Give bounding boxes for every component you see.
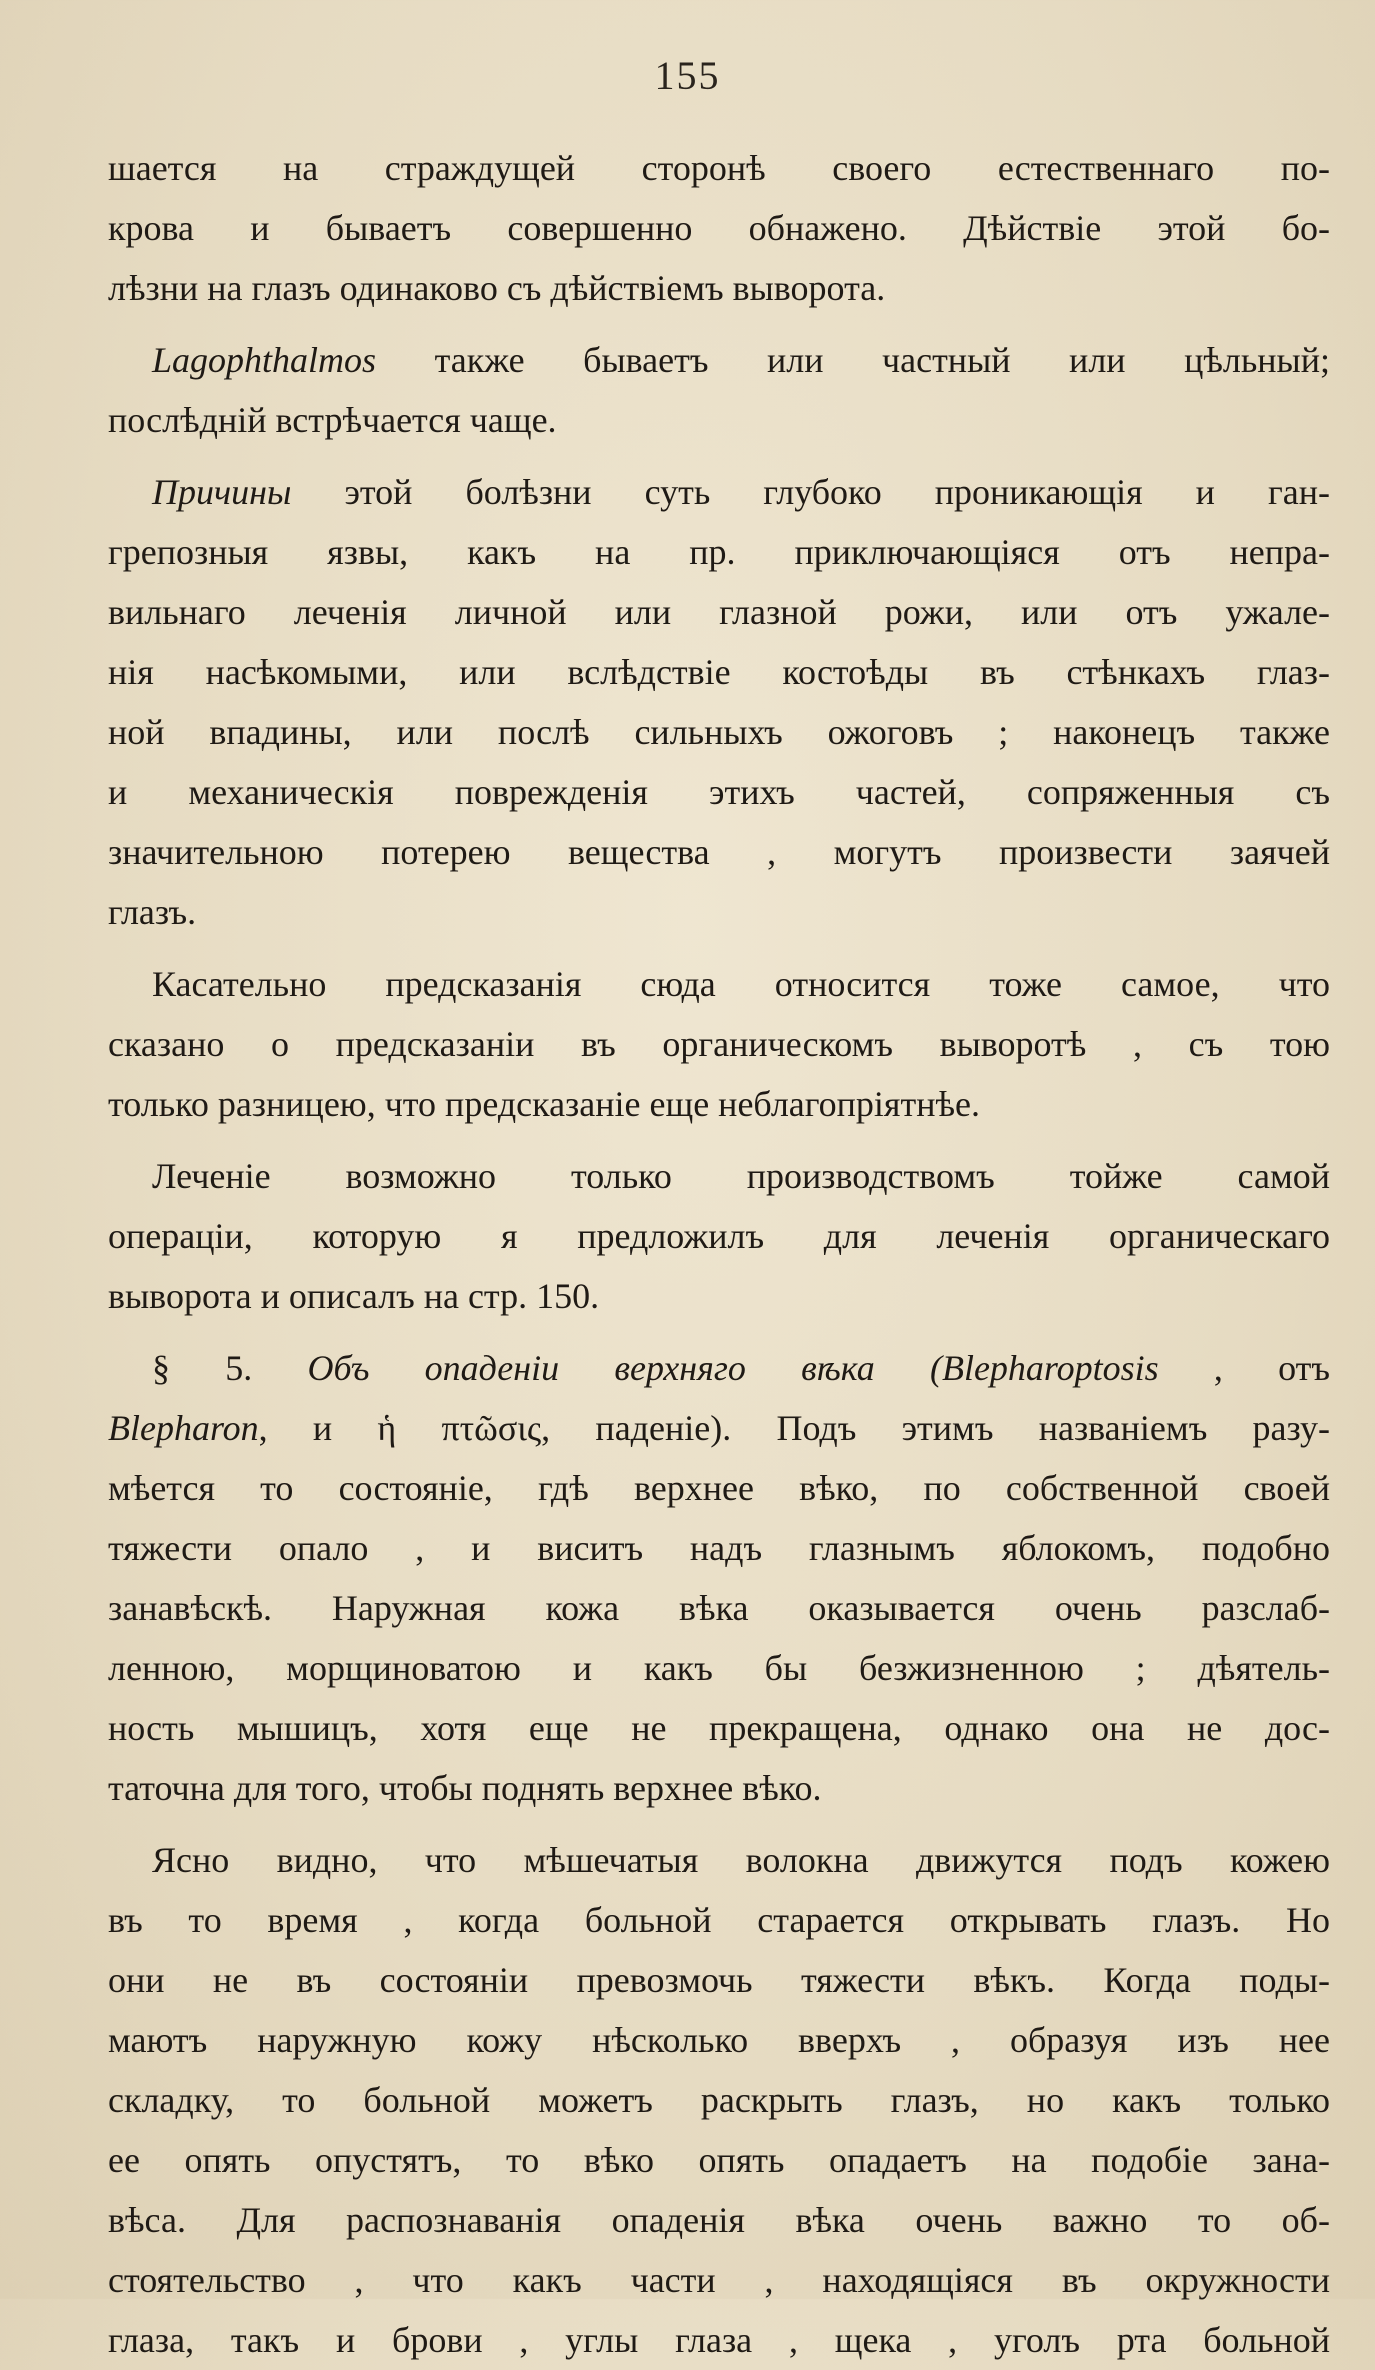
page-number: 155 [654, 53, 721, 98]
text-line: вѣса. Для распознаванія опаденія вѣка очень важно то об- [108, 2200, 1330, 2240]
line-rest: также бываетъ или частный или цѣльный; [376, 340, 1330, 380]
text-line: Леченіе возможно только производствомъ тойже самой [152, 1156, 1330, 1196]
line-rest: , и ἡ πτῶσις, паденіе). Подъ этимъ названіемъ разу- [258, 1408, 1330, 1448]
italic-term: Blepharon [108, 1408, 259, 1448]
text-line [108, 1398, 1330, 1458]
text-line: стоятельство , что какъ части , находящіяся въ окружности [108, 2260, 1330, 2300]
text-line: въ то время , когда больной старается открывать глазъ. Но [108, 1900, 1330, 1940]
section-marker: § 5. [152, 1348, 308, 1388]
text-line: занавѣскѣ. Наружная кожа вѣка оказывается очень разслаб- [108, 1588, 1330, 1628]
line-rest: этой болѣзни суть глубоко проникающія и ган- [291, 472, 1330, 512]
text-line: тяжести опало , и виситъ надъ глазнымъ яблокомъ, подобно [108, 1528, 1330, 1568]
line-rest: , отъ [1158, 1348, 1330, 1388]
text-line: Ясно видно, что мѣшечатыя волокна движутся подъ кожею [152, 1840, 1330, 1880]
text-line: крова и бываетъ совершенно обнажено. Дѣйствіе этой бо- [108, 208, 1330, 248]
text-line: таточна для того, чтобы поднять верхнее вѣко. [108, 1768, 822, 1808]
text-line: глаза, такъ и брови , углы глаза , щека , уголъ рта больной [108, 2320, 1330, 2360]
text-line: выворота и описалъ на стр. 150. [108, 1276, 600, 1316]
body-text [108, 138, 1330, 2370]
text-line: ее опять опустятъ, то вѣко опять опадаетъ на подобіе зана- [108, 2140, 1330, 2180]
text-line: маютъ наружную кожу нѣсколько вверхъ , образуя изъ нее [108, 2020, 1330, 2060]
italic-term: Объ опаденіи верхняго вѣка (Blepharoptosis [307, 1348, 1159, 1388]
text-line: нія насѣкомыми, или вслѣдствіе костоѣды въ стѣнкахъ глаз- [108, 652, 1330, 692]
text-line: они не въ состояніи превозмочь тяжести вѣкъ. Когда поды- [108, 1960, 1330, 2000]
text-line [108, 462, 1330, 522]
text-line: грепозныя язвы, какъ на пр. приключающіяся отъ непра- [108, 532, 1330, 572]
text-line: шается на страждущей сторонѣ своего естественнаго по- [108, 148, 1330, 188]
italic-term: Lagophthalmos [152, 340, 377, 380]
text-line: ность мышицъ, хотя еще не прекращена, однако она не дос- [108, 1708, 1330, 1748]
text-line: лѣзни на глазъ одинаково съ дѣйствіемъ выворота. [108, 268, 886, 308]
text-line [108, 1338, 1330, 1398]
text-line: только разницею, что предсказаніе еще неблагопріятнѣе. [108, 1084, 980, 1124]
text-line: операціи, которую я предложилъ для леченія органическаго [108, 1216, 1330, 1256]
text-line: ленною, морщиноватою и какъ бы безжизненною ; дѣятель- [108, 1648, 1330, 1688]
text-line: сказано о предсказаніи въ органическомъ выворотѣ , съ тою [108, 1024, 1330, 1064]
text-line: послѣдній встрѣчается чаще. [108, 400, 557, 440]
text-line: мѣется то состояніе, гдѣ верхнее вѣко, по собственной своей [108, 1468, 1330, 1508]
text-line: складку, то больной можетъ раскрыть глазъ, но какъ только [108, 2080, 1330, 2120]
italic-term: Причины [152, 472, 292, 512]
text-line: Касательно предсказанія сюда относится тоже самое, что [152, 964, 1330, 1004]
text-line: вильнаго леченія личной или глазной рожи, или отъ ужале- [108, 592, 1330, 632]
text-line [108, 330, 1330, 390]
text-line: и механическія поврежденія этихъ частей, сопряженныя съ [108, 772, 1330, 812]
text-line: значительною потерею вещества , могутъ произвести заячей [108, 832, 1330, 872]
text-line: глазъ. [108, 892, 197, 932]
text-line: ной впадины, или послѣ сильныхъ ожоговъ ; наконецъ также [108, 712, 1330, 752]
